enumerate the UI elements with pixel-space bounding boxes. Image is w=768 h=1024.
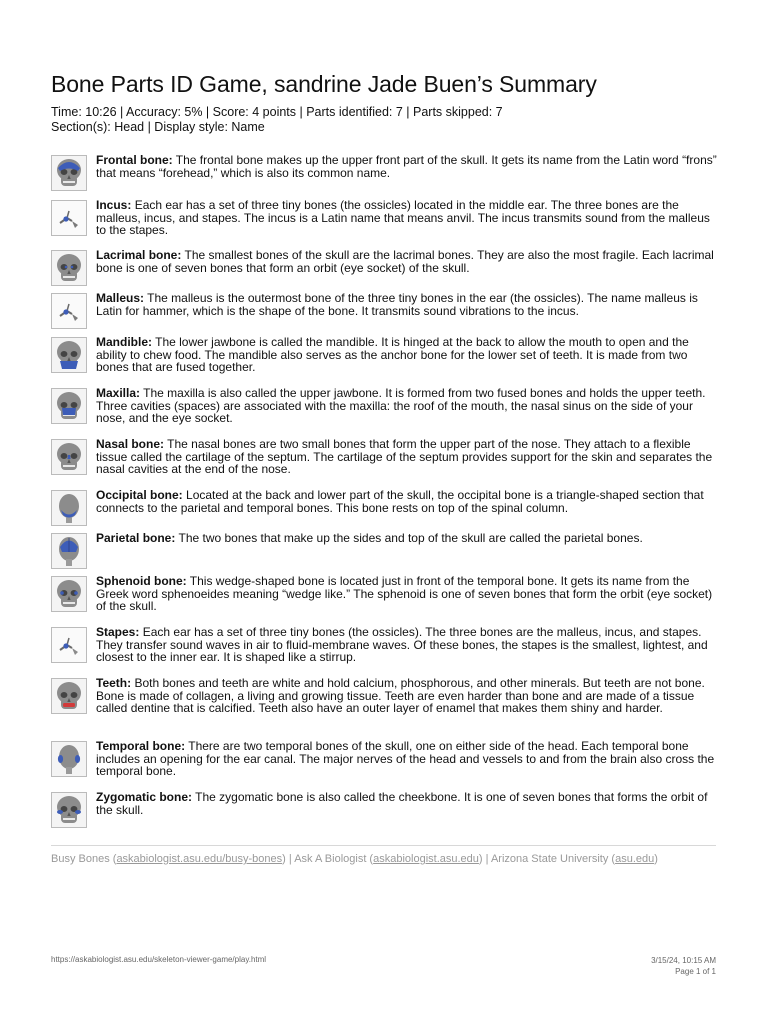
bone-description: There are two temporal bones of the skull, one on either side of the head. Each temporal bone includes an opening for the ear canal. The major nerves of the head and vessels to and from the brain also cross the temporal bone. — [96, 739, 715, 779]
bone-description: The maxilla is also called the upper jawbone. It is formed from two fused bones and holds the upper teeth. Three cavities (spaces) are associated with the maxilla: the roof of the mouth, the nasal sinus on the side of your nose, and the eye socket. — [96, 386, 706, 426]
bone-description: Both bones and teeth are white and hold calcium, phosphorous, and other minerals. But teeth are not bone. Bone is made of collagen, a living and growing tissue. Teeth are even harder than bone and are made of a tissue called dentine that is calcified. Teeth also have an outer layer of enamel that makes them shiny and harder. — [96, 676, 705, 716]
skull-occipital-icon — [51, 490, 87, 526]
page-title: Bone Parts ID Game, sandrine Jade Buen’s Summary — [51, 71, 597, 97]
asu-label: Arizona State University — [490, 853, 609, 865]
bone-entry-text — [96, 791, 718, 816]
bone-name: Mandible: — [96, 335, 152, 349]
bone-name: Frontal bone: — [96, 153, 173, 167]
bone-name: Stapes: — [96, 625, 140, 639]
skull-maxilla-icon — [51, 388, 87, 424]
bone-name: Incus: — [96, 198, 132, 212]
skull-temporal-icon — [51, 741, 87, 777]
bone-entry-text — [96, 532, 718, 545]
bone-entry-text — [96, 575, 718, 613]
bone-description: This wedge-shaped bone is located just in front of the temporal bone. It gets its name from the Greek word sphenoeides meaning “wedge like.” The sphenoid is one of seven bones that form the orbit (eye socket) of the skull. — [96, 574, 713, 614]
ask-a-biologist-label: Ask A Biologist — [294, 853, 367, 865]
bone-entry-text — [96, 740, 718, 778]
skull-lacrimal-icon — [51, 250, 87, 286]
credits-line: Busy Bones (askabiologist.asu.edu/busy-bones) | Ask A Biologist (askabiologist.asu.edu) | Arizona State University (asu.edu) — [51, 853, 658, 865]
footer-right — [651, 955, 716, 977]
separator: | — [485, 853, 489, 865]
bone-description: The smallest bones of the skull are the lacrimal bones. They are also the most fragile. Each lacrimal bone is one of seven bones that form an orbit (eye socket) of the skull. — [96, 248, 714, 275]
bone-description: Each ear has a set of three tiny bones (the ossicles) located in the middle ear. The three bones are the malleus, incus, and stapes. The incus is a Latin name that means anvil. The incus transmits sound from the malleus to the stapes. — [96, 198, 710, 238]
skull-frontal-icon — [51, 155, 87, 191]
bone-entry-text — [96, 154, 718, 179]
bone-entry-text — [96, 336, 718, 374]
bone-name: Temporal bone: — [96, 739, 186, 753]
bone-name: Nasal bone: — [96, 437, 165, 451]
bone-description: The malleus is the outermost bone of the three tiny bones in the ear (the ossicles). The name malleus is Latin for hammer, which is the shape of the bone. It transmits sound vibrations to the incus. — [96, 291, 698, 318]
asu-link[interactable]: asu.edu — [615, 853, 655, 865]
bone-description: Each ear has a set of three tiny bones (the ossicles). The three bones are the malleus, incus, and stapes. They transfer sound waves in air to fluid-membrane waves. Of these bones, the stapes is the smallest, lightest, and closest to the inner ear. It is shaped like a stirrup. — [96, 625, 708, 665]
bone-name: Malleus: — [96, 291, 145, 305]
bone-entry-text — [96, 489, 718, 514]
section-line: Section(s): Head | Display style: Name — [51, 120, 265, 134]
summary-meta — [51, 105, 503, 135]
bone-description: The nasal bones are two small bones that form the upper part of the nose. They attach to a flexible tissue called the cartilage of the septum. The cartilage of the septum provides support for the skin and separates the nasal cavities at the end of the nose. — [96, 437, 713, 477]
bone-description: The lower jawbone is called the mandible. It is hinged at the back to allow the mouth to open and the ability to chew food. The mandible also serves as the anchor bone for the lower set of teeth. It is made from two bones that are fused together. — [96, 335, 689, 375]
skull-zygomatic-icon — [51, 792, 87, 828]
skull-nasal-icon — [51, 439, 87, 475]
bone-name: Zygomatic bone: — [96, 790, 193, 804]
divider — [51, 845, 716, 846]
footer-page-number: Page 1 of 1 — [675, 967, 716, 976]
skull-teeth-icon — [51, 678, 87, 714]
skull-sphenoid-icon — [51, 576, 87, 612]
bone-name: Lacrimal bone: — [96, 248, 182, 262]
ask-a-biologist-link[interactable]: askabiologist.asu.edu — [373, 853, 479, 865]
footer-datetime: 3/15/24, 10:15 AM — [651, 956, 716, 965]
bone-description: The frontal bone makes up the upper front part of the skull. It gets its name from the Latin word “frons” that means “forehead,” which is also its common name. — [96, 153, 717, 180]
bone-entry-text — [96, 292, 718, 317]
bone-entry-text — [96, 249, 718, 274]
separator: | — [288, 853, 292, 865]
bone-name: Occipital bone: — [96, 488, 183, 502]
bone-entry-text — [96, 438, 718, 476]
bone-description: The two bones that make up the sides and top of the skull are called the parietal bones. — [178, 531, 643, 545]
bone-description: Located at the back and lower part of the skull, the occipital bone is a triangle-shaped section that connects to the parietal and temporal bones. This bone rests on top of the spinal column. — [96, 488, 704, 515]
bone-entry-text — [96, 199, 718, 237]
busy-bones-label: Busy Bones — [51, 853, 110, 865]
ossicles-malleus-icon — [51, 293, 87, 329]
bone-name: Parietal bone: — [96, 531, 176, 545]
bone-entry-text — [96, 677, 718, 715]
busy-bones-link[interactable]: askabiologist.asu.edu/busy-bones — [116, 853, 283, 865]
bone-entry-text — [96, 387, 718, 425]
ossicles-stapes-icon — [51, 627, 87, 663]
footer-url: https://askabiologist.asu.edu/skeleton-viewer-game/play.html — [51, 955, 267, 964]
ossicles-incus-icon — [51, 200, 87, 236]
bone-name: Teeth: — [96, 676, 132, 690]
bone-name: Maxilla: — [96, 386, 141, 400]
bone-description: The zygomatic bone is also called the cheekbone. It is one of seven bones that forms the orbit of the skull. — [96, 790, 708, 817]
skull-parietal-icon — [51, 533, 87, 569]
bone-name: Sphenoid bone: — [96, 574, 187, 588]
skull-mandible-icon — [51, 337, 87, 373]
bone-entry-text — [96, 626, 718, 664]
stats-line: Time: 10:26 | Accuracy: 5% | Score: 4 points | Parts identified: 7 | Parts skipped: 7 — [51, 105, 503, 119]
